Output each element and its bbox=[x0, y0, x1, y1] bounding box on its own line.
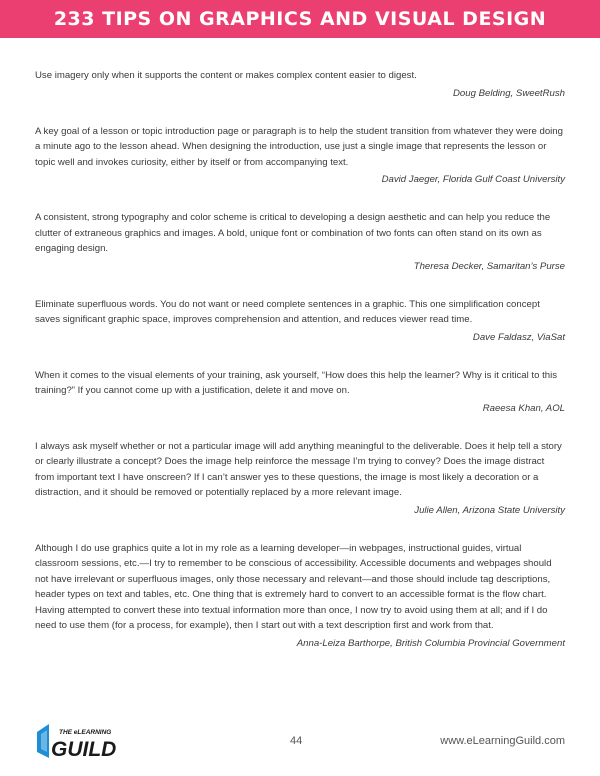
logo-large-text: GUILD bbox=[51, 738, 117, 761]
tip-author: Julie Allen, Arizona State University bbox=[414, 504, 565, 516]
tip-text: A consistent, strong typography and color scheme is critical to developing a design aesthetic and can help you reduce the clutter of extraneous graphics and images. A bold, unique font or combination of two fonts can often stand on its own as engaging design. bbox=[35, 212, 551, 254]
logo-small-text: THE eLEARNING bbox=[59, 729, 112, 736]
tip-text: Although I do use graphics quite a lot in my role as a learning developer—in webpages, instructional guides, virtual classroom sessions, etc.—I try to remember to be conscious of accessibility. Accessible documents and webpages should not have irrelevant or superfluous images, only those necessary and relevant—and those should include tag descriptions, header types on text and tables, etc. One thing that is extremely hard to convert to an accessible format is the flow chart. Having attempted to convert these into textual information more than once, I now try to avoid using them at all; and if I do need to use them (for a process, for example), then I start out with a text description first and work from that. bbox=[35, 542, 552, 631]
page-number: 44 bbox=[290, 735, 303, 747]
page-title: 233 TIPS ON GRAPHICS AND VISUAL DESIGN bbox=[53, 8, 547, 30]
tip-item bbox=[35, 439, 565, 518]
page-header bbox=[0, 0, 600, 38]
tip-item bbox=[35, 124, 565, 188]
tip-text: Eliminate superfluous words. You do not want or need complete sentences in a graphic. This one simplification concept saves significant graphic space, improves comprehension and attention, and reduces viewer read time. bbox=[35, 298, 540, 325]
tip-author: Raeesa Khan, AOL bbox=[482, 402, 565, 414]
tip-text: I always ask myself whether or not a particular image will add anything meaningful to the deliverable. Does it help tell a story or clearly illustrate a concept? Does the image help reinforce the message I’m trying to convey? Does the image distract from important text I have onscreen? If I can’t answer yes to these questions, the image is most likely a decoration or a distraction, and it should be removed or potentially replaced by a more relevant image. bbox=[35, 440, 562, 498]
tip-item bbox=[35, 541, 565, 651]
tip-text: When it comes to the visual elements of your training, ask yourself, “How does this help the learner? Why is it critical to this training?” If you cannot come up with a justification, delete it and move on. bbox=[35, 369, 558, 396]
site-url-link[interactable]: www.eLearningGuild.com bbox=[440, 735, 565, 747]
tip-item bbox=[35, 368, 565, 416]
tip-item bbox=[35, 210, 565, 274]
tip-author: Doug Belding, SweetRush bbox=[453, 87, 565, 99]
tip-author: Anna-Leiza Barthorpe, British Columbia Provincial Government bbox=[296, 637, 565, 649]
tip-item bbox=[35, 297, 565, 345]
tip-text: Use imagery only when it supports the content or makes complex content easier to digest. bbox=[35, 70, 417, 81]
tip-author: Theresa Decker, Samaritan’s Purse bbox=[413, 260, 565, 272]
tips-content bbox=[35, 64, 565, 651]
tip-author: Dave Faldasz, ViaSat bbox=[472, 331, 565, 343]
tip-author: David Jaeger, Florida Gulf Coast University bbox=[381, 174, 565, 185]
elearning-guild-logo bbox=[35, 722, 123, 762]
page-footer bbox=[0, 718, 600, 776]
tip-item bbox=[35, 68, 565, 101]
tip-text: A key goal of a lesson or topic introduction page or paragraph is to help the student transition from whatever they were doing a minute ago to the lesson ahead. When designing the introduction, use just a single image that represents the lesson or topic well and invokes curiosity, either by itself or from accompanying text. bbox=[35, 125, 563, 168]
